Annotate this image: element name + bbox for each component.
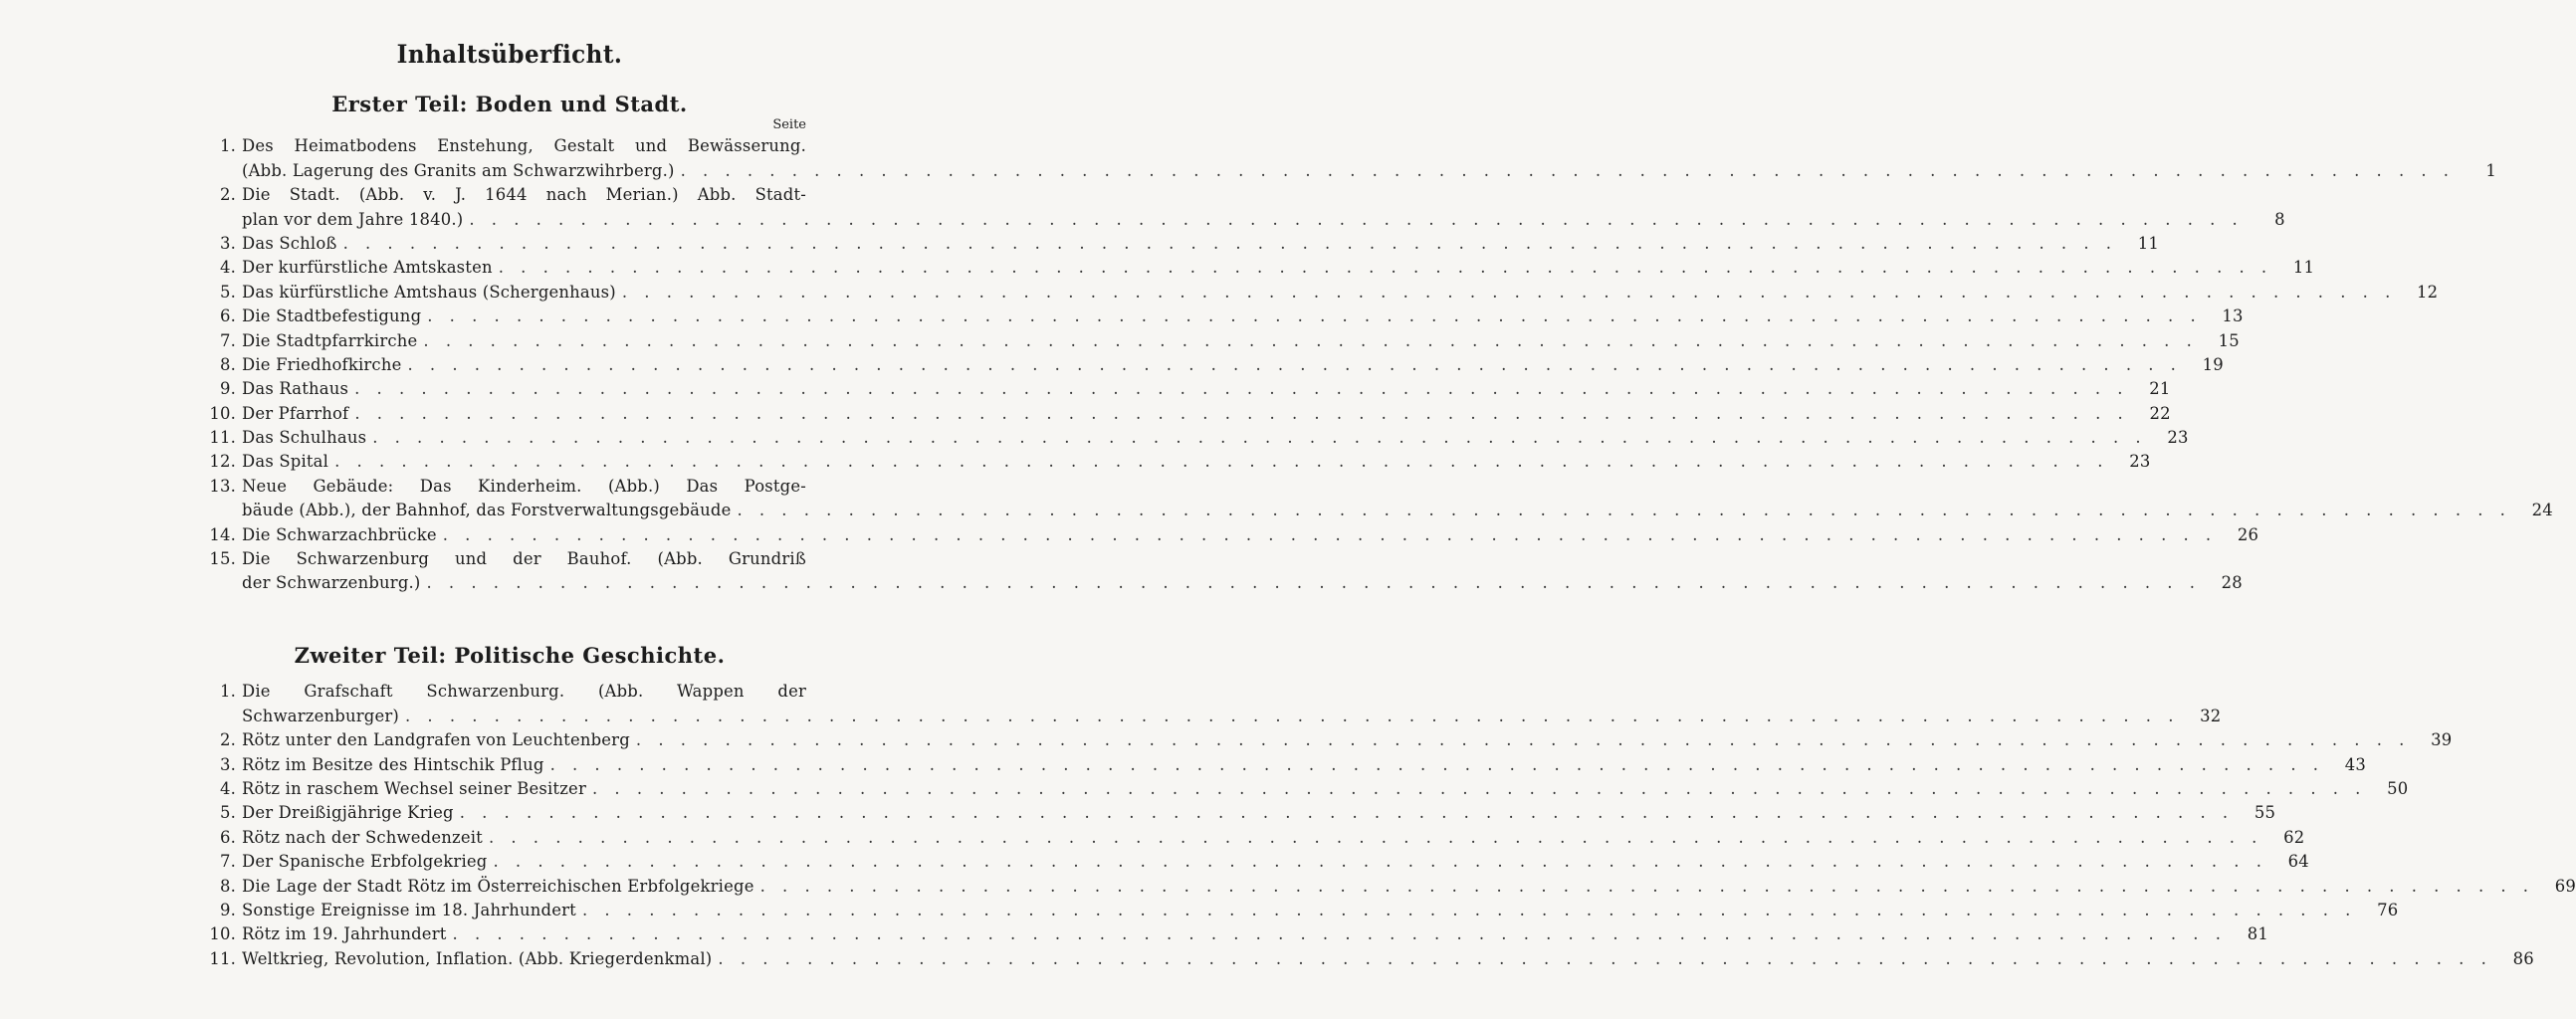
toc-entry-text: Das Schulhaus: [242, 428, 367, 448]
toc-leader-dots: . . . . . . . . . . . . . . . . . . . . . . . . . . . . . . . . . . . . . . . . . . . . . . . . . . . . . . . . . . . . . . . . . . . . . . . . . . . . . . . .: [342, 233, 2117, 253]
toc-entry-number: 8.: [219, 876, 236, 896]
toc-entry: [195, 253, 2315, 278]
toc-entry-number: 11.: [209, 428, 236, 448]
toc-leader-dots: . . . . . . . . . . . . . . . . . . . . . . . . . . . . . . . . . . . . . . . . . . . . . . . . . . . . . . . . . . . . . . . . . . . . . . . . . . . . . . . .: [459, 803, 2235, 823]
toc-entry: [195, 398, 2171, 423]
toc-entry-line: [195, 253, 2315, 278]
toc-entry-line: [195, 896, 2399, 919]
toc-entry: [195, 423, 2189, 448]
toc-entry-number: 5.: [219, 803, 236, 823]
toc-entry-line: [195, 204, 2285, 229]
toc-entry-number: 5.: [219, 282, 236, 302]
toc-entry-number: 9.: [219, 900, 236, 919]
toc-entry: [195, 447, 2151, 472]
toc-page-number: 19: [2202, 354, 2224, 374]
toc-leader-dots: . . . . . . . . . . . . . . . . . . . . . . . . . . . . . . . . . . . . . . . . . . . . . . . . . . . . . . . . . . . . . . . . . . . . . . . . . . . . . . . .: [442, 524, 2218, 544]
toc-entry-number: 13.: [209, 476, 236, 496]
toc-leader-dots: . . . . . . . . . . . . . . . . . . . . . . . . . . . . . . . . . . . . . . . . . . . . . . . . . . . . . . . . . . . . . . . . . . . . . . . . . . . . . . . .: [354, 403, 2129, 423]
toc-entry-line: [195, 229, 2159, 253]
toc-entry-number: 2.: [219, 730, 236, 750]
toc-entry-text: Das Spital: [242, 452, 329, 472]
toc-entry-line: [195, 919, 2268, 944]
toc-leader-dots: . . . . . . . . . . . . . . . . . . . . . . . . . . . . . . . . . . . . . . . . . . . . . . . . . . . . . . . . . . . . . . . . . . . . . . . . . . . . . . . .: [334, 452, 2109, 472]
toc-page-number: 23: [2167, 428, 2189, 448]
toc-entry-text: Rötz im 19. Jahrhundert: [242, 924, 447, 944]
toc-entry-text: Die Stadt. (Abb. v. J. 1644 nach Merian.) Abb. Stadt-: [242, 185, 806, 205]
toc-page-number: 24: [2531, 501, 2553, 520]
toc-entry-text: Die Grafschaft Schwarzenburg. (Abb. Wappen der: [242, 682, 806, 702]
toc-entry-text: Rötz in raschem Wechsel seiner Besitzer: [242, 778, 586, 798]
toc-entry: [195, 749, 2366, 774]
toc-entry-number: 4.: [219, 258, 236, 278]
toc-entry-number: 11.: [209, 948, 236, 968]
toc-page-number: 11: [2292, 258, 2315, 278]
toc-entry-line: [195, 447, 2151, 472]
toc-entry-text: bäude (Abb.), der Bahnhof, das Forstverwaltungsgebäude: [242, 501, 732, 520]
toc-entry-line: [195, 155, 2497, 180]
toc-entry: [195, 896, 2399, 919]
toc-entry-text: Rötz nach der Schwedenzeit: [242, 827, 483, 847]
toc-leader-dots: . . . . . . . . . . . . . . . . . . . . . . . . . . . . . . . . . . . . . . . . . . . . . . . . . . . . . . . . . . . . . . . . . . . . . . . . . . . . . . . .: [635, 730, 2411, 750]
toc-entry-line: [195, 544, 806, 568]
toc-page-number: 32: [2200, 706, 2222, 725]
toc-entry-line: [195, 350, 2224, 374]
toc-entry: [195, 943, 2534, 968]
toc-entry-number: 15.: [209, 549, 236, 569]
toc-entry-text: Die Schwarzenburg und der Bauhof. (Abb. Grundriß: [242, 549, 806, 569]
toc-entry-line: [195, 847, 2309, 872]
toc-entry-line: [195, 701, 2222, 725]
part1-toc-list: [195, 131, 2553, 593]
toc-entry-number: 3.: [219, 233, 236, 253]
toc-entry-text: Die Lage der Stadt Rötz im Österreichischen Erbfolgekriege: [242, 876, 754, 896]
toc-leader-dots: . . . . . . . . . . . . . . . . . . . . . . . . . . . . . . . . . . . . . . . . . . . . . . . . . . . . . . . . . . . . . . . . . . . . . . . . . . . . . . . .: [469, 209, 2244, 229]
toc-leader-dots: . . . . . . . . . . . . . . . . . . . . . . . . . . . . . . . . . . . . . . . . . . . . . . . . . . . . . . . . . . . . . . . . . . . . . . . . . . . . . . . .: [759, 876, 2535, 896]
toc-leader-dots: . . . . . . . . . . . . . . . . . . . . . . . . . . . . . . . . . . . . . . . . . . . . . . . . . . . . . . . . . . . . . . . . . . . . . . . . . . . . . . . .: [621, 282, 2397, 302]
toc-entry-line: [195, 325, 2240, 350]
toc-entry: [195, 131, 2497, 180]
toc-leader-dots: . . . . . . . . . . . . . . . . . . . . . . . . . . . . . . . . . . . . . . . . . . . . . . . . . . . . . . . . . . . . . . . . . . . . . . . . . . . . . . . .: [680, 160, 2456, 180]
toc-entry-line: [195, 471, 806, 495]
toc-entry: [195, 471, 2553, 520]
toc-page-number: 22: [2149, 403, 2171, 423]
toc-leader-dots: . . . . . . . . . . . . . . . . . . . . . . . . . . . . . . . . . . . . . . . . . . . . . . . . . . . . . . . . . . . . . . . . . . . . . . . . . . . . . . . .: [718, 948, 2492, 968]
toc-entry: [195, 774, 2409, 798]
toc-entry: [195, 919, 2268, 944]
toc-entry-line: [195, 398, 2171, 423]
toc-entry: [195, 277, 2439, 302]
toc-leader-dots: . . . . . . . . . . . . . . . . . . . . . . . . . . . . . . . . . . . . . . . . . . . . . . . . . . . . . . . . . . . . . . . . . . . . . . . . . . . . . . . .: [423, 330, 2198, 350]
toc-entry-text: Das kürfürstliche Amtshaus (Schergenhaus): [242, 282, 616, 302]
toc-leader-dots: . . . . . . . . . . . . . . . . . . . . . . . . . . . . . . . . . . . . . . . . . . . . . . . . . . . . . . . . . . . . . . . . . . . . . . . . . . . . . . . .: [407, 354, 2182, 374]
toc-entry-number: 7.: [219, 330, 236, 350]
page-column-label: Seite: [772, 117, 806, 132]
toc-leader-dots: . . . . . . . . . . . . . . . . . . . . . . . . . . . . . . . . . . . . . . . . . . . . . . . . . . . . . . . . . . . . . . . . . . . . . . . . . . . . . . . .: [354, 379, 2129, 399]
toc-entry-line: [195, 871, 2576, 896]
toc-entry-line: [195, 180, 806, 204]
toc-entry-text: Der kurfürstliche Amtskasten: [242, 258, 493, 278]
toc-entry: [195, 374, 2171, 399]
toc-entry-line: [195, 568, 2243, 593]
toc-entry: [195, 847, 2309, 872]
toc-entry: [195, 822, 2305, 847]
toc-entry: [195, 725, 2453, 750]
toc-entry-line: [195, 496, 2553, 520]
toc-entry-line: [195, 943, 2534, 968]
toc-leader-dots: . . . . . . . . . . . . . . . . . . . . . . . . . . . . . . . . . . . . . . . . . . . . . . . . . . . . . . . . . . . . . . . . . . . . . . . . . . . . . . . .: [372, 428, 2147, 448]
toc-entry-text: Der Spanische Erbfolgekrieg: [242, 852, 488, 872]
toc-entry-number: 14.: [209, 524, 236, 544]
toc-entry: [195, 325, 2240, 350]
toc-entry-text: (Abb. Lagerung des Granits am Schwarzwihrberg.): [242, 160, 675, 180]
part1-title: Erster Teil: Boden und Stadt.: [331, 92, 688, 116]
toc-leader-dots: . . . . . . . . . . . . . . . . . . . . . . . . . . . . . . . . . . . . . . . . . . . . . . . . . . . . . . . . . . . . . . . . . . . . . . . . . . . . . . . .: [493, 852, 2267, 872]
toc-leader-dots: . . . . . . . . . . . . . . . . . . . . . . . . . . . . . . . . . . . . . . . . . . . . . . . . . . . . . . . . . . . . . . . . . . . . . . . . . . . . . . . .: [452, 924, 2227, 944]
toc-entry-number: 10.: [209, 924, 236, 944]
toc-entry-number: 1.: [219, 682, 236, 702]
toc-entry-text: Rötz unter den Landgrafen von Leuchtenberg: [242, 730, 630, 750]
toc-entry-text: Die Stadtpfarrkirche: [242, 330, 418, 350]
toc-entry-number: 9.: [219, 379, 236, 399]
toc-entry-text: Rötz im Besitze des Hintschik Pflug: [242, 754, 544, 774]
toc-entry: [195, 544, 2243, 593]
toc-entry-number: 10.: [209, 403, 236, 423]
toc-entry-line: [195, 725, 2453, 750]
toc-entry-line: [195, 749, 2366, 774]
toc-entry-line: [195, 774, 2409, 798]
toc-leader-dots: . . . . . . . . . . . . . . . . . . . . . . . . . . . . . . . . . . . . . . . . . . . . . . . . . . . . . . . . . . . . . . . . . . . . . . . . . . . . . . . .: [549, 754, 2324, 774]
toc-entry-text: Das Schloß: [242, 233, 337, 253]
toc-entry: [195, 350, 2224, 374]
toc-entry-number: 8.: [219, 354, 236, 374]
toc-page-number: 15: [2218, 330, 2240, 350]
toc-entry-text: Schwarzenburger): [242, 706, 399, 725]
toc-entry-text: Weltkrieg, Revolution, Inflation. (Abb. Kriegerdenkmal): [242, 948, 713, 968]
toc-entry: [195, 798, 2276, 823]
toc-page-number: 8: [2274, 209, 2285, 229]
toc-entry-number: 12.: [209, 452, 236, 472]
toc-page-number: 62: [2283, 827, 2305, 847]
toc-page-number: 12: [2417, 282, 2439, 302]
toc-leader-dots: . . . . . . . . . . . . . . . . . . . . . . . . . . . . . . . . . . . . . . . . . . . . . . . . . . . . . . . . . . . . . . . . . . . . . . . . . . . . . . . .: [591, 778, 2367, 798]
toc-page-number: 69: [2554, 876, 2576, 896]
toc-page-number: 26: [2237, 524, 2259, 544]
toc-entry-text: Der Dreißigjährige Krieg: [242, 803, 454, 823]
toc-entry: [195, 519, 2259, 544]
toc-entry-text: der Schwarzenburg.): [242, 573, 421, 593]
toc-entry-line: [195, 519, 2259, 544]
toc-page-number: 43: [2344, 754, 2366, 774]
toc-entry: [195, 871, 2576, 896]
toc-page-number: 11: [2137, 233, 2159, 253]
toc-entry-text: Des Heimatbodens Enstehung, Gestalt und Bewässerung.: [242, 136, 806, 156]
toc-page-number: 28: [2221, 573, 2243, 593]
page-title: Inhaltsüberficht.: [396, 40, 623, 69]
toc-leader-dots: . . . . . . . . . . . . . . . . . . . . . . . . . . . . . . . . . . . . . . . . . . . . . . . . . . . . . . . . . . . . . . . . . . . . . . . . . . . . . . . .: [581, 900, 2357, 919]
toc-entry: [195, 229, 2159, 253]
toc-leader-dots: . . . . . . . . . . . . . . . . . . . . . . . . . . . . . . . . . . . . . . . . . . . . . . . . . . . . . . . . . . . . . . . . . . . . . . . . . . . . . . . .: [498, 258, 2273, 278]
toc-entry-text: Die Friedhofkirche: [242, 354, 402, 374]
part2-title: Zweiter Teil: Politische Geschichte.: [294, 643, 726, 668]
toc-page-number: 39: [2431, 730, 2453, 750]
toc-entry-line: [195, 374, 2171, 399]
toc-entry: [195, 677, 2222, 725]
toc-entry-number: 1.: [219, 136, 236, 156]
toc-entry-line: [195, 302, 2244, 326]
toc-entry: [195, 302, 2244, 326]
toc-entry-number: 2.: [219, 185, 236, 205]
toc-leader-dots: . . . . . . . . . . . . . . . . . . . . . . . . . . . . . . . . . . . . . . . . . . . . . . . . . . . . . . . . . . . . . . . . . . . . . . . . . . . . . . . .: [737, 501, 2511, 520]
toc-page-number: 76: [2377, 900, 2399, 919]
toc-entry-line: [195, 677, 806, 701]
toc-entry-line: [195, 822, 2305, 847]
toc-page-number: 55: [2254, 803, 2276, 823]
toc-entry: [195, 180, 2285, 229]
toc-page-number: 50: [2387, 778, 2409, 798]
toc-leader-dots: . . . . . . . . . . . . . . . . . . . . . . . . . . . . . . . . . . . . . . . . . . . . . . . . . . . . . . . . . . . . . . . . . . . . . . . . . . . . . . . .: [488, 827, 2263, 847]
toc-entry-number: 7.: [219, 852, 236, 872]
toc-entry-line: [195, 131, 806, 155]
toc-page-number: 23: [2129, 452, 2151, 472]
part2-toc-list: [195, 677, 2576, 968]
toc-entry-text: Der Pfarrhof: [242, 403, 349, 423]
toc-page-number: 1: [2485, 160, 2497, 180]
toc-page-number: 86: [2512, 948, 2534, 968]
toc-page-number: 81: [2247, 924, 2268, 944]
toc-entry-number: 6.: [219, 827, 236, 847]
toc-entry-text: Die Stadtbefestigung: [242, 306, 422, 326]
toc-entry-text: Sonstige Ereignisse im 18. Jahrhundert: [242, 900, 576, 919]
toc-entry-line: [195, 798, 2276, 823]
toc-page-number: 64: [2287, 852, 2309, 872]
toc-entry-text: Neue Gebäude: Das Kinderheim. (Abb.) Das Postge-: [242, 476, 806, 496]
toc-leader-dots: . . . . . . . . . . . . . . . . . . . . . . . . . . . . . . . . . . . . . . . . . . . . . . . . . . . . . . . . . . . . . . . . . . . . . . . . . . . . . . . .: [427, 306, 2202, 326]
toc-entry-line: [195, 423, 2189, 448]
toc-page-number: 13: [2222, 306, 2244, 326]
toc-entry-number: 4.: [219, 778, 236, 798]
toc-page-number: 21: [2149, 379, 2171, 399]
toc-entry-line: [195, 277, 2439, 302]
toc-leader-dots: . . . . . . . . . . . . . . . . . . . . . . . . . . . . . . . . . . . . . . . . . . . . . . . . . . . . . . . . . . . . . . . . . . . . . . . . . . . . . . . .: [426, 573, 2201, 593]
toc-entry-text: Das Rathaus: [242, 379, 349, 399]
toc-entry-number: 3.: [219, 754, 236, 774]
toc-entry-text: Die Schwarzachbrücke: [242, 524, 437, 544]
toc-entry-number: 6.: [219, 306, 236, 326]
toc-leader-dots: . . . . . . . . . . . . . . . . . . . . . . . . . . . . . . . . . . . . . . . . . . . . . . . . . . . . . . . . . . . . . . . . . . . . . . . . . . . . . . . .: [405, 706, 2180, 725]
toc-entry-text: plan vor dem Jahre 1840.): [242, 209, 464, 229]
